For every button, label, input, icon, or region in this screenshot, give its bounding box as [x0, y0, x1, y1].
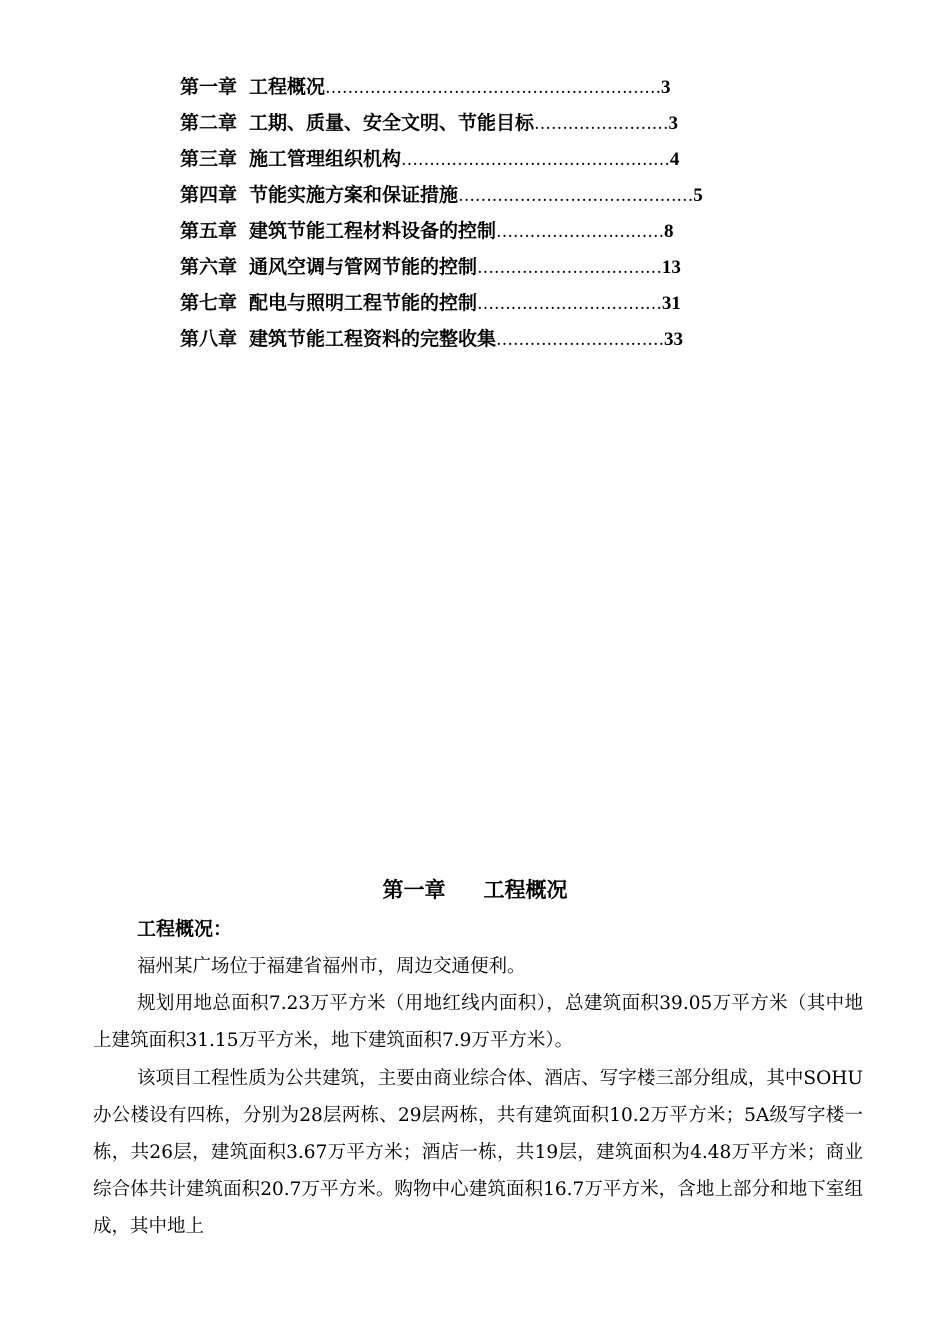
toc-entry[interactable] [180, 288, 780, 324]
toc-chapter-number: 第一章 [180, 76, 238, 98]
toc-chapter-title: 建筑节能工程材料设备的控制 [249, 220, 497, 242]
toc-page-number: 8 [664, 221, 674, 242]
toc-page-number: 4 [669, 149, 680, 170]
toc-chapter-number: 第八章 [180, 328, 238, 350]
toc-leader-dots: ………………………………………… [401, 150, 670, 170]
toc-entry[interactable] [180, 144, 780, 180]
toc-entry[interactable] [180, 216, 780, 252]
toc-page-number: 31 [661, 293, 681, 314]
toc-chapter-title: 施工管理组织机构 [249, 148, 402, 170]
toc-leader-dots: …………………… [534, 114, 669, 134]
toc-leader-dots: …………………………… [477, 258, 662, 278]
toc-chapter-title: 配电与照明工程节能的控制 [249, 292, 478, 314]
section-heading: 工程概况： [137, 918, 233, 940]
toc-chapter-title: 建筑节能工程资料的完整收集 [249, 328, 497, 350]
toc-page-number: 13 [661, 257, 681, 278]
body-paragraph: 规划用地总面积7.23万平方米（用地红线内面积），总建筑面积39.05万平方米（其中地上建筑面积31.15万平方米，地下建筑面积7.9万平方米）。 [93, 993, 863, 1052]
body-paragraph: 福州某广场位于福建省福州市，周边交通便利。 [137, 956, 526, 977]
toc-page-number: 33 [664, 329, 684, 350]
toc-chapter-number: 第三章 [180, 148, 238, 170]
toc-page-number: 3 [661, 77, 671, 98]
toc-chapter-title: 工期、质量、安全文明、节能目标 [249, 112, 535, 134]
toc-entry[interactable] [180, 72, 780, 108]
toc-chapter-title: 工程概况 [249, 76, 326, 98]
toc-entry[interactable] [180, 252, 780, 288]
toc-leader-dots: …………………………………… [458, 186, 694, 206]
toc-chapter-number: 第二章 [180, 112, 238, 134]
toc-entry[interactable] [180, 324, 780, 360]
toc-leader-dots: ………………………… [496, 222, 665, 242]
toc-entry[interactable] [180, 180, 780, 216]
toc-chapter-title: 通风空调与管网节能的控制 [249, 256, 478, 278]
toc-chapter-number: 第七章 [180, 292, 238, 314]
toc-leader-dots: ………………………… [496, 330, 665, 350]
toc-page-number: 3 [668, 113, 678, 134]
table-of-contents [180, 72, 780, 360]
chapter-number: 第一章 [382, 877, 446, 902]
toc-entry[interactable] [180, 108, 780, 144]
toc-leader-dots: …………………………… [477, 294, 662, 314]
chapter-body [93, 948, 863, 1246]
toc-page-number: 5 [693, 185, 703, 206]
body-paragraph: 该项目工程性质为公共建筑，主要由商业综合体、酒店、写字楼三部分组成，其中SOHU办公楼设有四栋，分别为28层两栋、29层两栋，共有建筑面积10.2万平方米；5A级写字楼一栋，共26层，建筑面积3.67万平方米；酒店一栋，共19层，建筑面积为4.48万平方米；商业综合体共计建筑面积20.7万平方米。购物中心建筑面积16.7万平方米，含地上部分和地下室组成，其中地上 [93, 1067, 863, 1238]
toc-chapter-number: 第六章 [180, 256, 238, 278]
toc-leader-dots: …………………………………………………… [325, 78, 662, 98]
chapter-title: 工程概况 [483, 877, 568, 902]
toc-chapter-number: 第五章 [180, 220, 238, 242]
chapter-heading [0, 874, 950, 904]
toc-chapter-number: 第四章 [180, 184, 238, 206]
toc-chapter-title: 节能实施方案和保证措施 [249, 184, 459, 206]
